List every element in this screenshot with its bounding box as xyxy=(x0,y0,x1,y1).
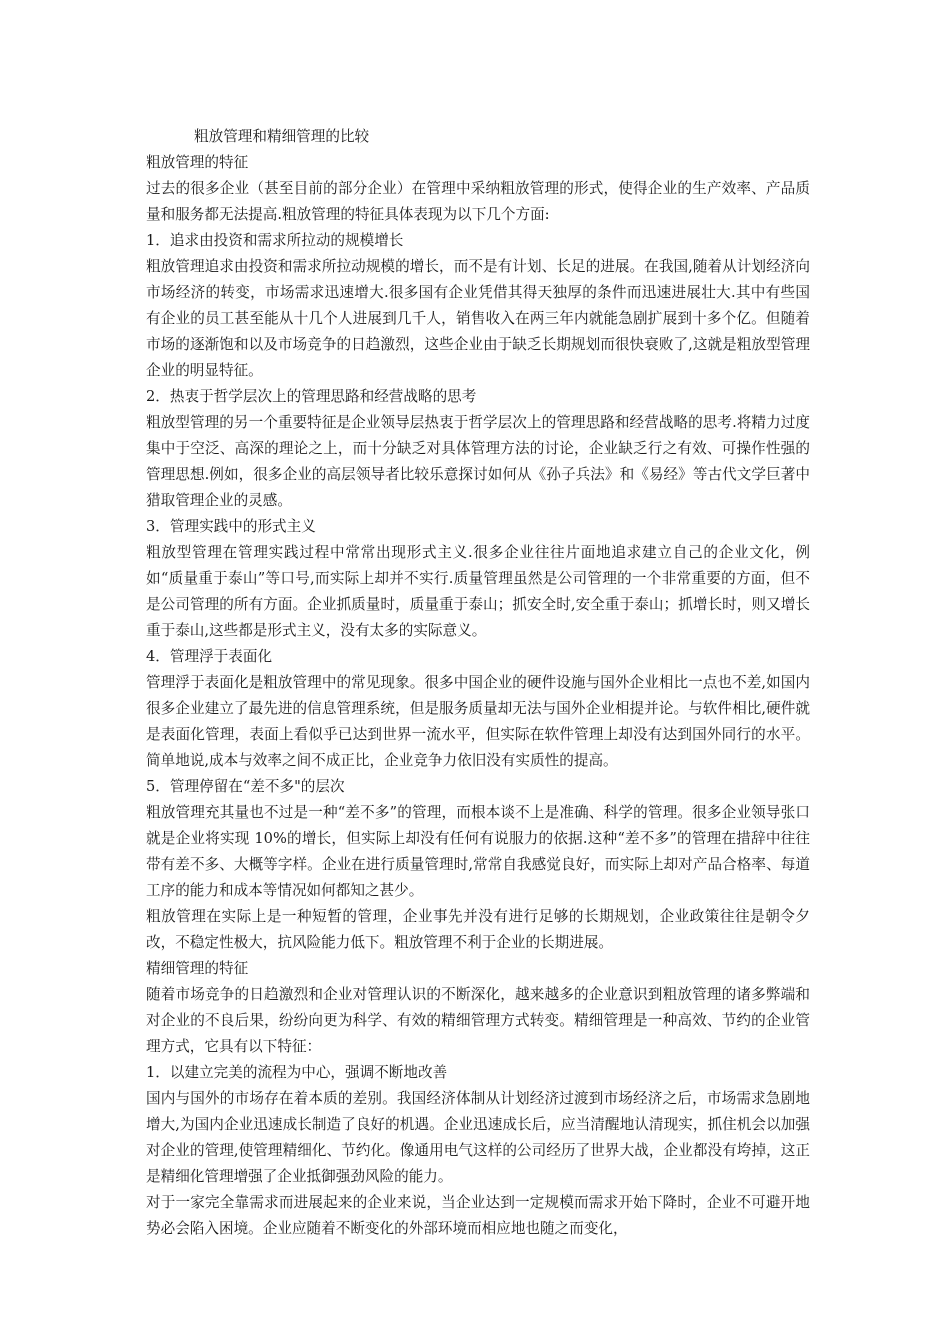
list-heading: 3．管理实践中的形式主义 xyxy=(146,518,316,535)
paragraph: 随着市场竞争的日趋激烈和企业对管理认识的不断深化，越来越多的企业意识到粗放管理的诸多弊端和对企业的不良后果，纷纷向更为科学、有效的精细管理方式转变。精细管理是一种高效、节约的企业管理方式，它具有以下特征： xyxy=(146,986,810,1055)
paragraph: 对于一家完全靠需求而进展起来的企业来说，当企业达到一定规模而需求开始下降时，企业不可避开地势必会陷入困境。企业应随着不断变化的外部环境而相应地也随之而变化， xyxy=(146,1194,810,1237)
paragraph: 粗放管理追求由投资和需求所拉动规模的增长，而不是有计划、长足的进展。在我国,随着从计划经济向市场经济的转变，市场需求迅速增大.很多国有企业凭借其得天独厚的条件而迅速进展壮大.其中有些国有企业的员工甚至能从十几个人进展到几千人，销售收入在两三年内就能急剧扩展到十多个亿。但随着市场的逐渐饱和以及市场竞争的日趋激烈，这些企业由于缺乏长期规划而很快衰败了,这就是粗放型管理企业的明显特征。 xyxy=(146,258,810,379)
section-heading-refined: 精细管理的特征 xyxy=(146,960,249,977)
list-heading: 2．热衷于哲学层次上的管理思路和经营战略的思考 xyxy=(146,388,477,405)
paragraph: 粗放型管理在管理实践过程中常常出现形式主义.很多企业往往片面地追求建立自己的企业文化，例如“质量重于泰山”等口号,而实际上却并不实行.质量管理虽然是公司管理的一个非常重要的方面，但不是公司管理的所有方面。企业抓质量时，质量重于泰山；抓安全时,安全重于泰山；抓增长时，则又增长重于泰山,这些都是形式主义，没有太多的实际意义。 xyxy=(146,544,810,639)
section-heading-extensive: 粗放管理的特征 xyxy=(146,154,249,171)
paragraph: 粗放型管理的另一个重要特征是企业领导层热衷于哲学层次上的管理思路和经营战略的思考.将精力过度集中于空泛、高深的理论之上，而十分缺乏对具体管理方法的讨论，企业缺乏行之有效、可操作性强的管理思想.例如，很多企业的高层领导者比较乐意探讨如何从《孙子兵法》和《易经》等古代文学巨著中猎取管理企业的灵感。 xyxy=(146,414,810,509)
document-title: 粗放管理和精细管理的比较 xyxy=(194,128,370,145)
list-heading: 4．管理浮于表面化 xyxy=(146,648,273,665)
list-heading: 1．追求由投资和需求所拉动的规模增长 xyxy=(146,232,404,249)
paragraph: 国内与国外的市场存在着本质的差别。我国经济体制从计划经济过渡到市场经济之后，市场需求急剧地增大,为国内企业迅速成长制造了良好的机遇。企业迅速成长后，应当清醒地认清现实，抓住机会以加强对企业的管理,使管理精细化、节约化。像通用电气这样的公司经历了世界大战，企业都没有垮掉，这正是精细化管理增强了企业抵御强劲风险的能力。 xyxy=(146,1090,810,1185)
paragraph: 管理浮于表面化是粗放管理中的常见现象。很多中国企业的硬件设施与国外企业相比一点也不差,如国内很多企业建立了最先进的信息管理系统，但是服务质量却无法与国外企业相提并论。与软件相比,硬件就是表面化管理，表面上看似乎已达到世界一流水平，但实际在软件管理上却没有达到国外同行的水平。简单地说,成本与效率之间不成正比，企业竞争力依旧没有实质性的提高。 xyxy=(146,674,810,769)
document-page xyxy=(146,124,810,1242)
list-heading: 5．管理停留在“差不多"的层次 xyxy=(146,778,345,795)
paragraph: 过去的很多企业（甚至目前的部分企业）在管理中采纳粗放管理的形式，使得企业的生产效率、产品质量和服务都无法提高.粗放管理的特征具体表现为以下几个方面: xyxy=(146,180,810,223)
list-heading: 1．以建立完美的流程为中心，强调不断地改善 xyxy=(146,1064,448,1081)
paragraph: 粗放管理充其量也不过是一种“差不多”的管理，而根本谈不上是准确、科学的管理。很多企业领导张口就是企业将实现 10%的增长，但实际上却没有任何有说服力的依据.这种“差不多”的管理在措辞中往往带有差不多、大概等字样。企业在进行质量管理时,常常自我感觉良好，而实际上却对产品合格率、每道工序的能力和成本等情况如何都知之甚少。 xyxy=(146,804,810,899)
paragraph: 粗放管理在实际上是一种短暂的管理，企业事先并没有进行足够的长期规划，企业政策往往是朝令夕改，不稳定性极大，抗风险能力低下。粗放管理不利于企业的长期进展。 xyxy=(146,908,810,951)
